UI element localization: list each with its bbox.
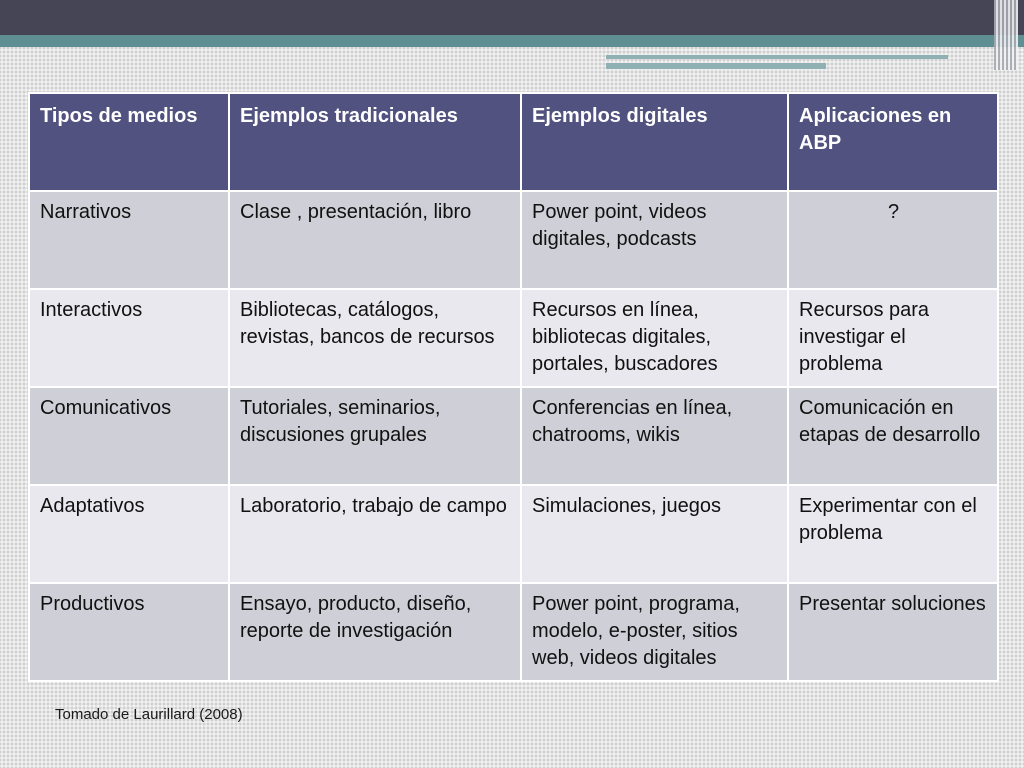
header-ejemplos-tradicionales: Ejemplos tradicionales [229, 93, 521, 191]
source-citation: Tomado de Laurillard (2008) [55, 706, 243, 723]
cell-media-type: Adaptativos [29, 485, 229, 583]
top-decorative-bar [0, 0, 1024, 35]
cell-media-type: Productivos [29, 583, 229, 681]
cell-digital-examples: Conferencias en línea, chatrooms, wikis [521, 387, 788, 485]
table-row [29, 485, 998, 583]
cell-digital-examples: Recursos en línea, bibliotecas digitales, portales, buscadores [521, 289, 788, 387]
cell-abp-application: Comunicación en etapas de desarrollo [788, 387, 998, 485]
cell-digital-examples: Simulaciones, juegos [521, 485, 788, 583]
cell-media-type: Comunicativos [29, 387, 229, 485]
header-tipos-de-medios: Tipos de medios [29, 93, 229, 191]
teal-accent-line-lower [606, 63, 826, 69]
cell-abp-application: Presentar soluciones [788, 583, 998, 681]
cell-traditional-examples: Tutoriales, seminarios, discusiones grupales [229, 387, 521, 485]
table-row [29, 387, 998, 485]
cell-media-type: Narrativos [29, 191, 229, 289]
cell-abp-application: ? [788, 191, 998, 289]
table-header-row [29, 93, 998, 191]
header-ejemplos-digitales: Ejemplos digitales [521, 93, 788, 191]
teal-accent-line-upper [606, 55, 948, 59]
table-row [29, 289, 998, 387]
header-aplicaciones-abp: Aplicaciones en ABP [788, 93, 998, 191]
teal-accent-bar [0, 35, 1024, 47]
cell-traditional-examples: Laboratorio, trabajo de campo [229, 485, 521, 583]
cell-traditional-examples: Clase , presentación, libro [229, 191, 521, 289]
cell-digital-examples: Power point, videos digitales, podcasts [521, 191, 788, 289]
vertical-stripes-decoration [994, 0, 1018, 70]
table-row [29, 191, 998, 289]
cell-traditional-examples: Ensayo, producto, diseño, reporte de investigación [229, 583, 521, 681]
media-types-table [28, 92, 999, 682]
cell-abp-application: Recursos para investigar el problema [788, 289, 998, 387]
cell-abp-application: Experimentar con el problema [788, 485, 998, 583]
table-row [29, 583, 998, 681]
cell-digital-examples: Power point, programa, modelo, e-poster, sitios web, videos digitales [521, 583, 788, 681]
cell-media-type: Interactivos [29, 289, 229, 387]
cell-traditional-examples: Bibliotecas, catálogos, revistas, bancos de recursos [229, 289, 521, 387]
